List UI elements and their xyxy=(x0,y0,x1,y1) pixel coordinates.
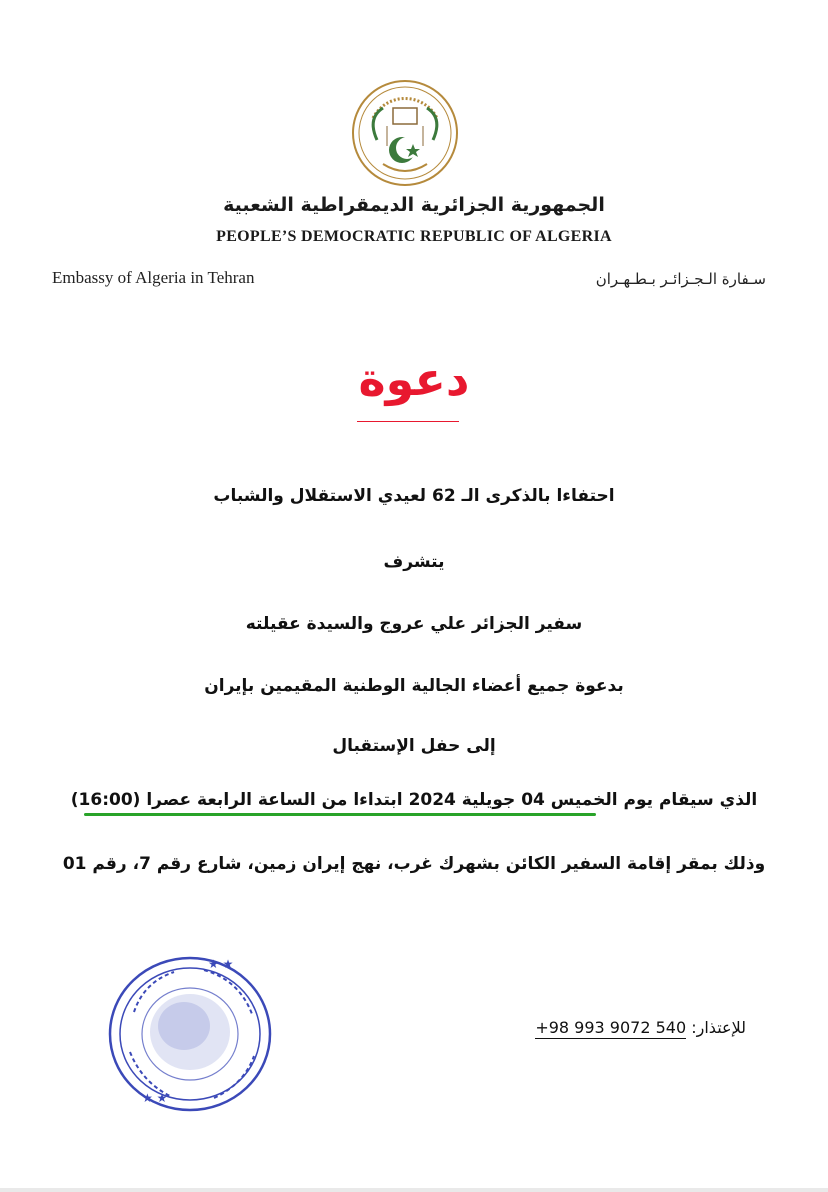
occasion-line: احتفاءا بالذكرى الـ 62 لعيدي الاستقلال والشباب xyxy=(213,486,615,506)
svg-text:★ ★: ★ ★ xyxy=(142,1091,168,1105)
event-line: إلى حفل الإستقبال xyxy=(332,736,496,756)
embassy-stamp-icon xyxy=(104,952,280,1116)
invitation-title: دعوة xyxy=(358,352,470,406)
host-line: سفير الجزائر علي عروج والسيدة عقيلته xyxy=(245,614,583,634)
country-name-english: PEOPLE’S DEMOCRATIC REPUBLIC OF ALGERIA xyxy=(216,228,612,245)
rsvp-label: للإعتذار: xyxy=(691,1018,746,1037)
rsvp-phone-number: +98 993 9072 540 xyxy=(535,1018,687,1037)
rsvp-contact xyxy=(535,1018,746,1037)
honored-line: يتشرف xyxy=(383,552,445,572)
date-time-line: الذي سيقام يوم الخميس 04 جويلية 2024 ابتداءا من الساعة الرابعة عصرا (16:00) xyxy=(70,790,758,810)
page-bottom-edge xyxy=(0,1188,828,1192)
invitees-line: بدعوة جميع أعضاء الجالية الوطنية المقيمين بإيران xyxy=(204,676,624,696)
title-underline xyxy=(357,421,459,422)
date-highlight-underline xyxy=(84,813,596,816)
svg-text:★ ★: ★ ★ xyxy=(208,957,234,971)
embassy-name-english: Embassy of Algeria in Tehran xyxy=(52,268,255,287)
venue-line: وذلك بمقر إقامة السفير الكائن بشهرك غرب، نهج إيران زمين، شارع رقم 7، رقم 01 xyxy=(62,854,766,874)
country-name-arabic: الجمهورية الجزائرية الديمقراطية الشعبية xyxy=(223,194,605,216)
embassy-name-arabic: سـفارة الـجـزائـر بـطـهـران xyxy=(595,270,766,288)
algeria-emblem-icon xyxy=(347,78,463,188)
